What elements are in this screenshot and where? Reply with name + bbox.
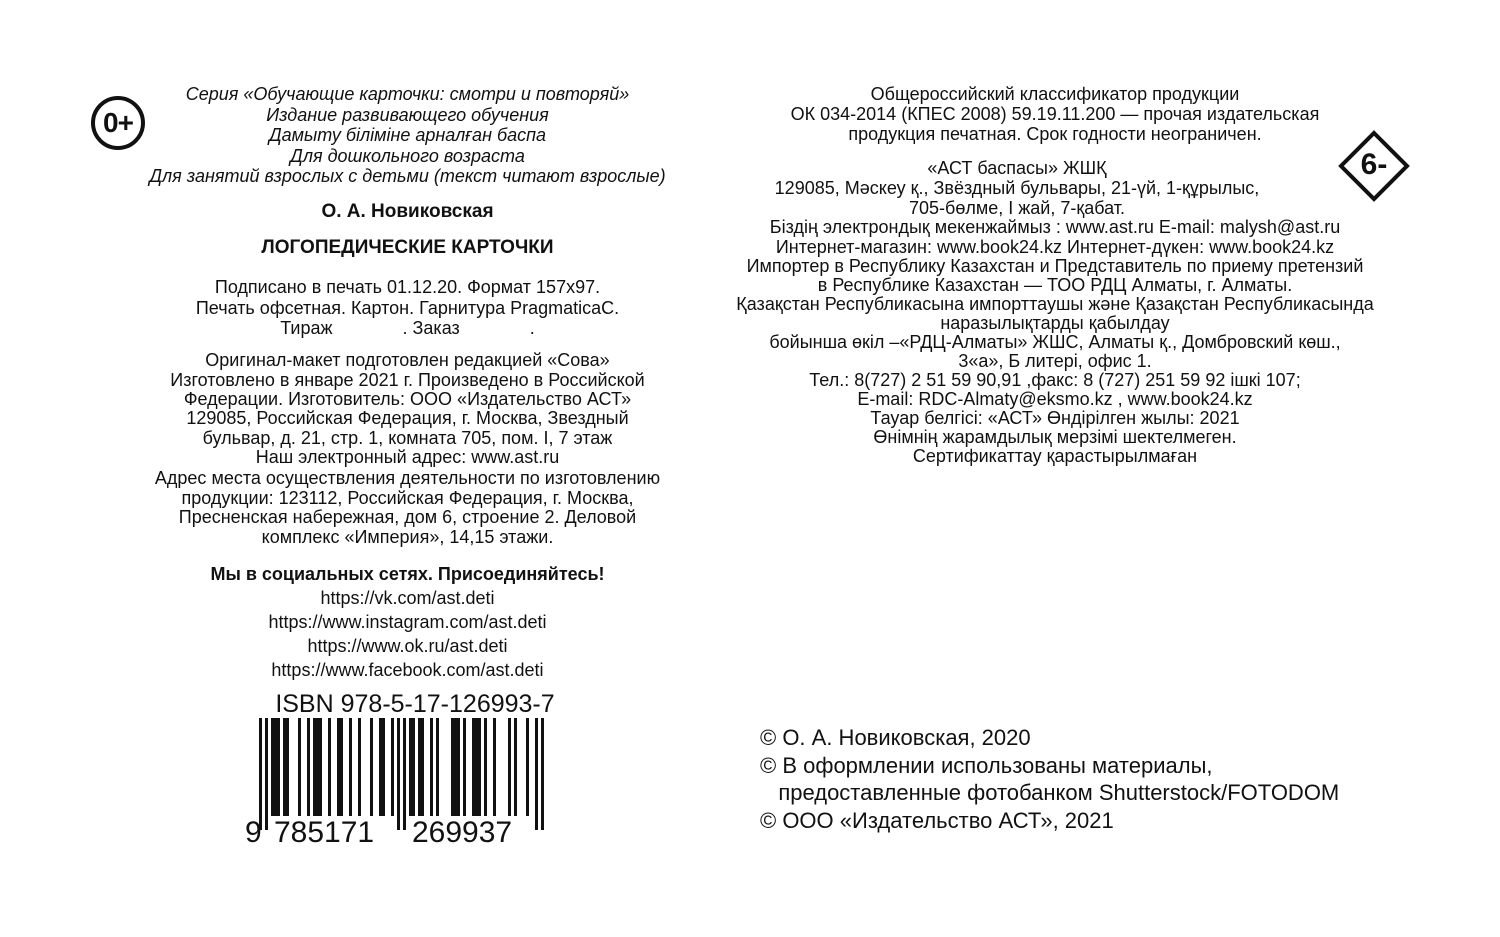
barcode-bar [472, 718, 475, 816]
barcode-bar [535, 718, 538, 830]
barcode-bar [286, 718, 289, 816]
maker-line-2: Изготовлено в январе 2021 г. Произведено в Российской [170, 370, 645, 390]
kz-line-12: Тел.: 8(727) 2 51 59 90,91 ,факс: 8 (727) 251 59 92 ішкі 107; [809, 370, 1301, 390]
barcode-bar [403, 718, 406, 830]
kz-line-4: Біздің электрондық мекенжаймыз : www.ast.ru E-mail: malysh@ast.ru [769, 217, 1341, 237]
social-link-facebook[interactable]: https://www.facebook.com/ast.deti [271, 660, 544, 680]
barcode-bar [463, 718, 466, 816]
barcode-bar [412, 718, 415, 816]
barcode-bar [328, 718, 331, 816]
kz-line-14: Тауар белгісі: «АСТ» Өндірілген жылы: 2021 [870, 408, 1240, 428]
kz-line-6: Импортер в Республику Казахстан и Представитель по приему претензий [746, 256, 1364, 276]
barcode-bar [541, 718, 544, 830]
usage-note-line: Для занятий взрослых с детьми (текст читают взрослые) [149, 166, 666, 186]
barcode-bar [370, 718, 373, 816]
maker-line-1: Оригинал-макет подготовлен редакцией «Сова» [205, 350, 610, 370]
barcode-bar [397, 718, 400, 830]
isbn-number: ISBN 978-5-17-126993-7 [275, 690, 555, 718]
barcode-bar [259, 718, 262, 830]
kz-line-11: 3«а», Б литері, офис 1. [958, 351, 1152, 371]
maker-line-5: бульвар, д. 21, стр. 1, комната 705, пом. I, 7 этаж [202, 428, 613, 448]
maker-line-10: комплекс «Империя», 14,15 этажи. [261, 527, 554, 547]
barcode-bar [340, 718, 343, 816]
social-heading: Мы в социальных сетях. Присоединяйтесь! [210, 564, 605, 584]
barcode-bar [451, 718, 454, 816]
barcode-bar [421, 718, 424, 816]
classifier-line-1: Общероссийский классификатор продукции [870, 84, 1240, 104]
barcode-bar [526, 718, 529, 816]
kz-line-1: «АСТ баспасы» ЖШҚ [927, 158, 1107, 178]
barcode [245, 718, 565, 844]
kz-line-5: Интернет-магазин: www.book24.kz Интернет-дүкен: www.book24.kz [775, 237, 1335, 257]
maker-line-8: продукции: 123112, Российская Федерация, г. Москва, [181, 488, 634, 508]
barcode-bar [493, 718, 496, 816]
barcode-bar [382, 718, 385, 816]
print-line-3: Тираж . Заказ . [280, 318, 535, 338]
barcode-bar [409, 718, 412, 816]
maker-line-3: Федерации. Изготовитель: ООО «Издательство АСТ» [183, 389, 632, 409]
barcode-bar [454, 718, 457, 816]
maker-line-6: Наш электронный адрес: www.ast.ru [255, 447, 560, 467]
barcode-digits: 269937 [412, 816, 513, 844]
kz-line-16: Сертификаттау қарастырылмаған [912, 446, 1198, 466]
barcode-digits: 785171 [274, 816, 375, 844]
social-link-vk[interactable]: https://vk.com/ast.deti [320, 588, 495, 608]
barcode-bar [457, 718, 460, 816]
kz-line-15: Өнімнің жарамдылық мерзімі шектелмеген. [873, 427, 1237, 447]
barcode-bar [418, 718, 421, 816]
barcode-bar [349, 718, 352, 816]
barcode-bar [358, 718, 361, 816]
barcode-bar [475, 718, 478, 816]
book-title: ЛОГОПЕДИЧЕСКИЕ КАРТОЧКИ [261, 237, 554, 258]
barcode-bar [508, 718, 511, 816]
social-link-instagram[interactable]: https://www.instagram.com/ast.deti [268, 612, 547, 632]
copyright-author: © О. А. Новиковская, 2020 [760, 725, 1031, 750]
kz-line-10: бойынша өкіл –«РДЦ-Алматы» ЖШС, Алматы қ., Домбровский көш., [769, 332, 1341, 352]
author-name: О. А. Новиковская [321, 201, 494, 222]
kz-line-8: Қазақстан Республикасына импорттаушы және Қазақстан Республикасында [736, 294, 1374, 314]
kz-line-9: наразылықтарды қабылдау [940, 313, 1170, 333]
print-line-1: Подписано в печать 01.12.20. Формат 157х97. [214, 277, 601, 297]
print-line-2: Печать офсетная. Картон. Гарнитура PragmaticaC. [195, 298, 620, 318]
kz-line-2: 129085, Мәскеу қ., Звёздный бульвары, 21-үй, 1-құрылыс, [774, 178, 1260, 198]
barcode-bar [379, 718, 382, 816]
barcode-bar [283, 718, 286, 816]
classifier-line-2: ОК 034-2014 (КПЕС 2008) 59.19.11.200 — прочая издательская [790, 104, 1320, 124]
barcode-bar [265, 718, 268, 830]
social-link-ok[interactable]: https://www.ok.ru/ast.deti [307, 636, 508, 656]
barcode-bar [430, 718, 433, 816]
maker-line-4: 129085, Российская Федерация, г. Москва, Звездный [186, 408, 629, 428]
barcode-bar [307, 718, 310, 816]
barcode-bar [337, 718, 340, 816]
barcode-bar [436, 718, 439, 816]
copyright-materials: © В оформлении использованы материалы, [760, 753, 1213, 778]
edition-kz-line: Дамыту біліміне арналған баспа [268, 125, 547, 145]
age-restriction-text: 6- [1360, 148, 1388, 181]
kz-line-13: E-mail: RDC-Almaty@eksmo.kz , www.book24.kz [857, 389, 1253, 409]
maker-line-9: Пресненская набережная, дом 6, строение 2. Деловой [178, 507, 637, 527]
barcode-bar [514, 718, 517, 816]
kz-line-7: в Республике Казахстан — ТОО РДЦ Алматы, г. Алматы. [817, 275, 1293, 295]
barcode-bar [271, 718, 274, 816]
age-rating-text: 0+ [103, 107, 133, 138]
kz-line-3: 705-бөлме, I жай, 7-қабат. [909, 198, 1125, 218]
barcode-bar [277, 718, 280, 816]
barcode-bar [478, 718, 481, 816]
copyright-publisher: © ООО «Издательство АСТ», 2021 [760, 808, 1114, 833]
barcode-bar [319, 718, 322, 816]
copyright-photobank: предоставленные фотобанком Shutterstock/FOTODOM [760, 780, 1340, 805]
barcode-digits: 9 [245, 816, 262, 844]
maker-line-7: Адрес места осуществления деятельности по изготовлению [154, 468, 661, 488]
edition-ru-line: Издание развивающего обучения [266, 105, 549, 125]
classifier-line-3: продукция печатная. Срок годности неограничен. [848, 124, 1262, 144]
barcode-bar [391, 718, 394, 816]
series-line: Серия «Обучающие карточки: смотри и повторяй» [185, 84, 630, 104]
barcode-bar [298, 718, 301, 816]
barcode-bar [313, 718, 316, 816]
barcode-bar [274, 718, 277, 816]
barcode-bar [316, 718, 319, 816]
age-group-line: Для дошкольного возраста [290, 146, 525, 166]
barcode-bar [484, 718, 487, 816]
